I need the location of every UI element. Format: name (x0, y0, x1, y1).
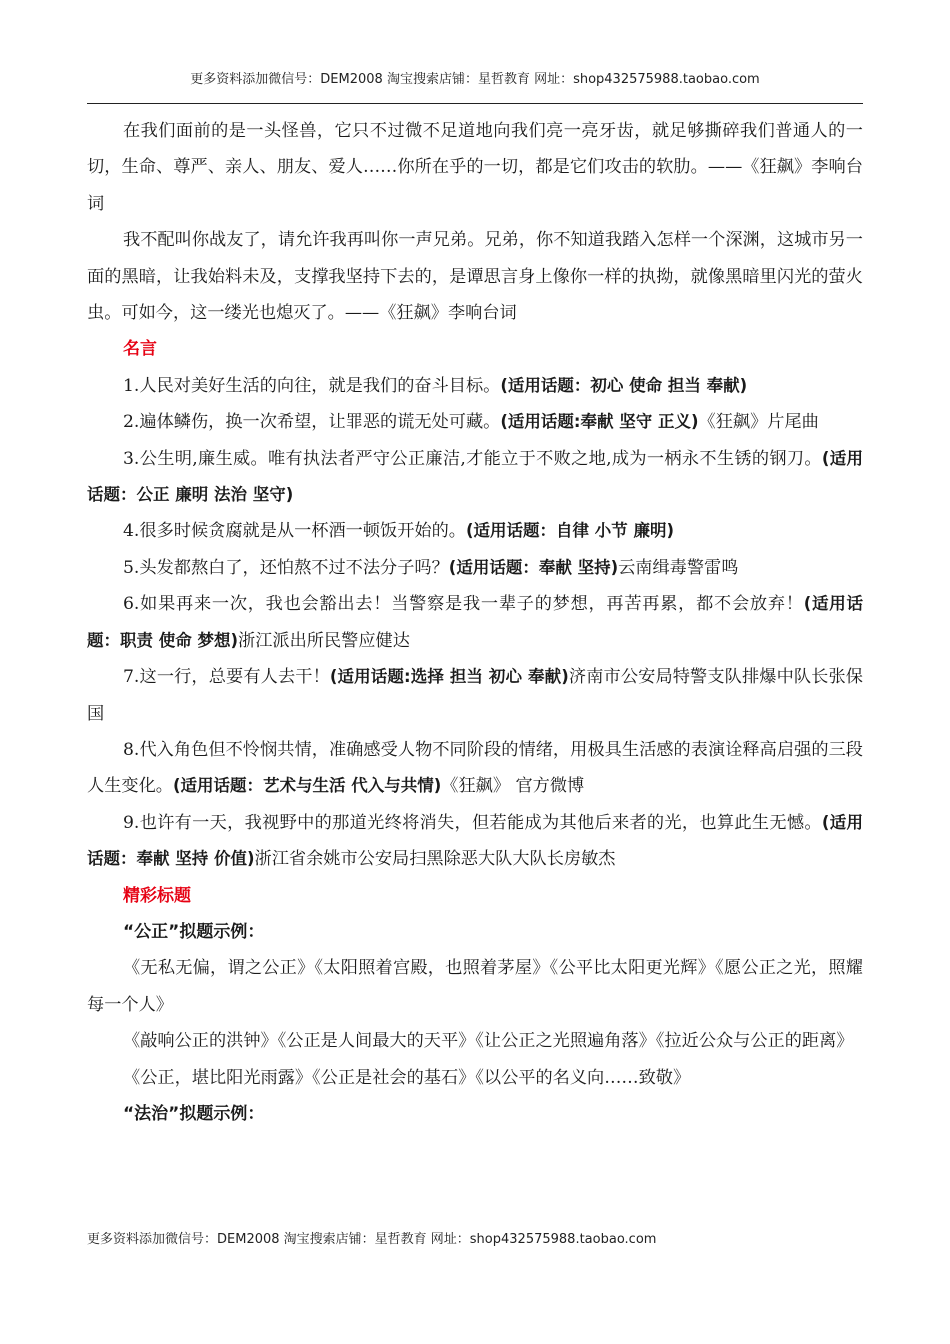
quote-text: 1.人民对美好生活的向往，就是我们的奋斗目标。 (123, 375, 501, 396)
gongzheng-label: “公正”拟题示例： (123, 921, 265, 942)
quote-item (87, 550, 863, 586)
quote-item (87, 513, 863, 549)
quote-item (87, 441, 863, 514)
title-examples-line: 《公正，堪比阳光雨露》《公正是社会的基石》《以公平的名义向……致敬》 (123, 1067, 691, 1088)
titles-heading: 精彩标题 (123, 885, 191, 906)
quote-source: 《狂飙》片尾曲 (698, 412, 819, 433)
quote-text: 8.代入角色但不怜悯共情，准确感受人物不同阶段的情绪，用极具生活感的表演诠释高启强的三段人生变化。 (87, 739, 863, 797)
page-header: 更多资料添加微信号：DEM2008 淘宝搜索店铺：星哲教育 网址：shop432575988.taobao.com (190, 72, 760, 87)
intro-paragraph-2: 我不配叫你战友了，请允许我再叫你一声兄弟。兄弟，你不知道我踏入怎样一个深渊，这城市另一面的黑暗，让我始料未及，支撑我坚持下去的，是谭思言身上像你一样的执拗，就像黑暗里闪光的萤火虫。可如今，这一缕光也熄灭了。——《狂飙》李响台词 (87, 230, 863, 324)
quote-tag: (适用话题：自律 小节 廉明) (465, 521, 675, 541)
quote-source: 浙江派出所民警应健达 (238, 630, 410, 651)
quote-item (87, 659, 863, 732)
quote-item (87, 586, 863, 659)
quote-source: 济南市公安局特警支队排爆中队长张保国 (87, 667, 863, 724)
page-content (87, 113, 863, 1132)
quote-text: 9.也许有一天，我视野中的那道光终将消失，但若能成为其他后来者的光，也算此生无憾。 (123, 812, 822, 833)
quote-tag: (适用话题:选择 担当 初心 奉献) (329, 667, 569, 687)
quote-item (87, 732, 863, 805)
quote-source: 《狂飙》 官方微博 (441, 776, 585, 797)
intro-paragraph-1: 在我们面前的是一头怪兽，它只不过微不足道地向我们亮一亮牙齿，就足够撕碎我们普通人的一切，生命、尊严、亲人、朋友、爱人……你所在乎的一切，都是它们攻击的软肋。——《狂飙》李响台词 (87, 121, 863, 214)
quote-item (87, 368, 863, 404)
header-divider (87, 103, 863, 104)
quote-tag: (适用话题：奉献 坚持 价值) (87, 812, 863, 869)
quotes-heading: 名言 (123, 339, 157, 360)
title-examples-line: 《无私无偏，谓之公正》《太阳照着宫殿，也照着茅屋》《公平比太阳更光辉》《愿公正之光，照耀每一个人》 (87, 958, 863, 1015)
quote-source: 浙江省余姚市公安局扫黑除恶大队大队长房敏杰 (254, 849, 616, 870)
quote-tag: (适用话题：初心 使命 担当 奉献) (500, 375, 748, 395)
quote-source: 云南缉毒警雷鸣 (618, 557, 739, 578)
quote-tag: (适用话题：奉献 坚持) (448, 557, 619, 577)
quote-item (87, 404, 863, 440)
quote-item (87, 805, 863, 878)
title-examples-line: 《敲响公正的洪钟》《公正是人间最大的天平》《让公正之光照遍角落》《拉近公众与公正的距离》 (123, 1031, 854, 1052)
quote-tag: (适用话题：职责 使命 梦想) (87, 594, 863, 650)
quote-tag: (适用话题：艺术与生活 代入与共情) (172, 776, 442, 796)
quote-text: 2.遍体鳞伤，换一次希望，让罪恶的谎无处可藏。 (123, 412, 501, 433)
quote-text: 5.头发都熬白了，还怕熬不过不法分子吗？ (123, 557, 449, 578)
quote-tag: (适用话题:奉献 坚守 正义) (500, 412, 699, 432)
page-footer: 更多资料添加微信号：DEM2008 淘宝搜索店铺：星哲教育 网址：shop432575988.taobao.com (87, 1232, 657, 1247)
fazhi-label: “法治”拟题示例： (123, 1103, 265, 1124)
quote-text: 3.公生明,廉生威。唯有执法者严守公正廉洁,才能立于不败之地,成为一柄永不生锈的钢刀。 (123, 448, 822, 469)
quote-text: 7.这一行，总要有人去干！ (123, 667, 330, 688)
quote-text: 4.很多时候贪腐就是从一杯酒一顿饭开始的。 (123, 521, 466, 542)
quote-tag: (适用话题：公正 廉明 法治 坚守) (87, 448, 863, 505)
quote-text: 6.如果再来一次，我也会豁出去！当警察是我一辈子的梦想，再苦再累，都不会放弃！ (123, 594, 804, 615)
